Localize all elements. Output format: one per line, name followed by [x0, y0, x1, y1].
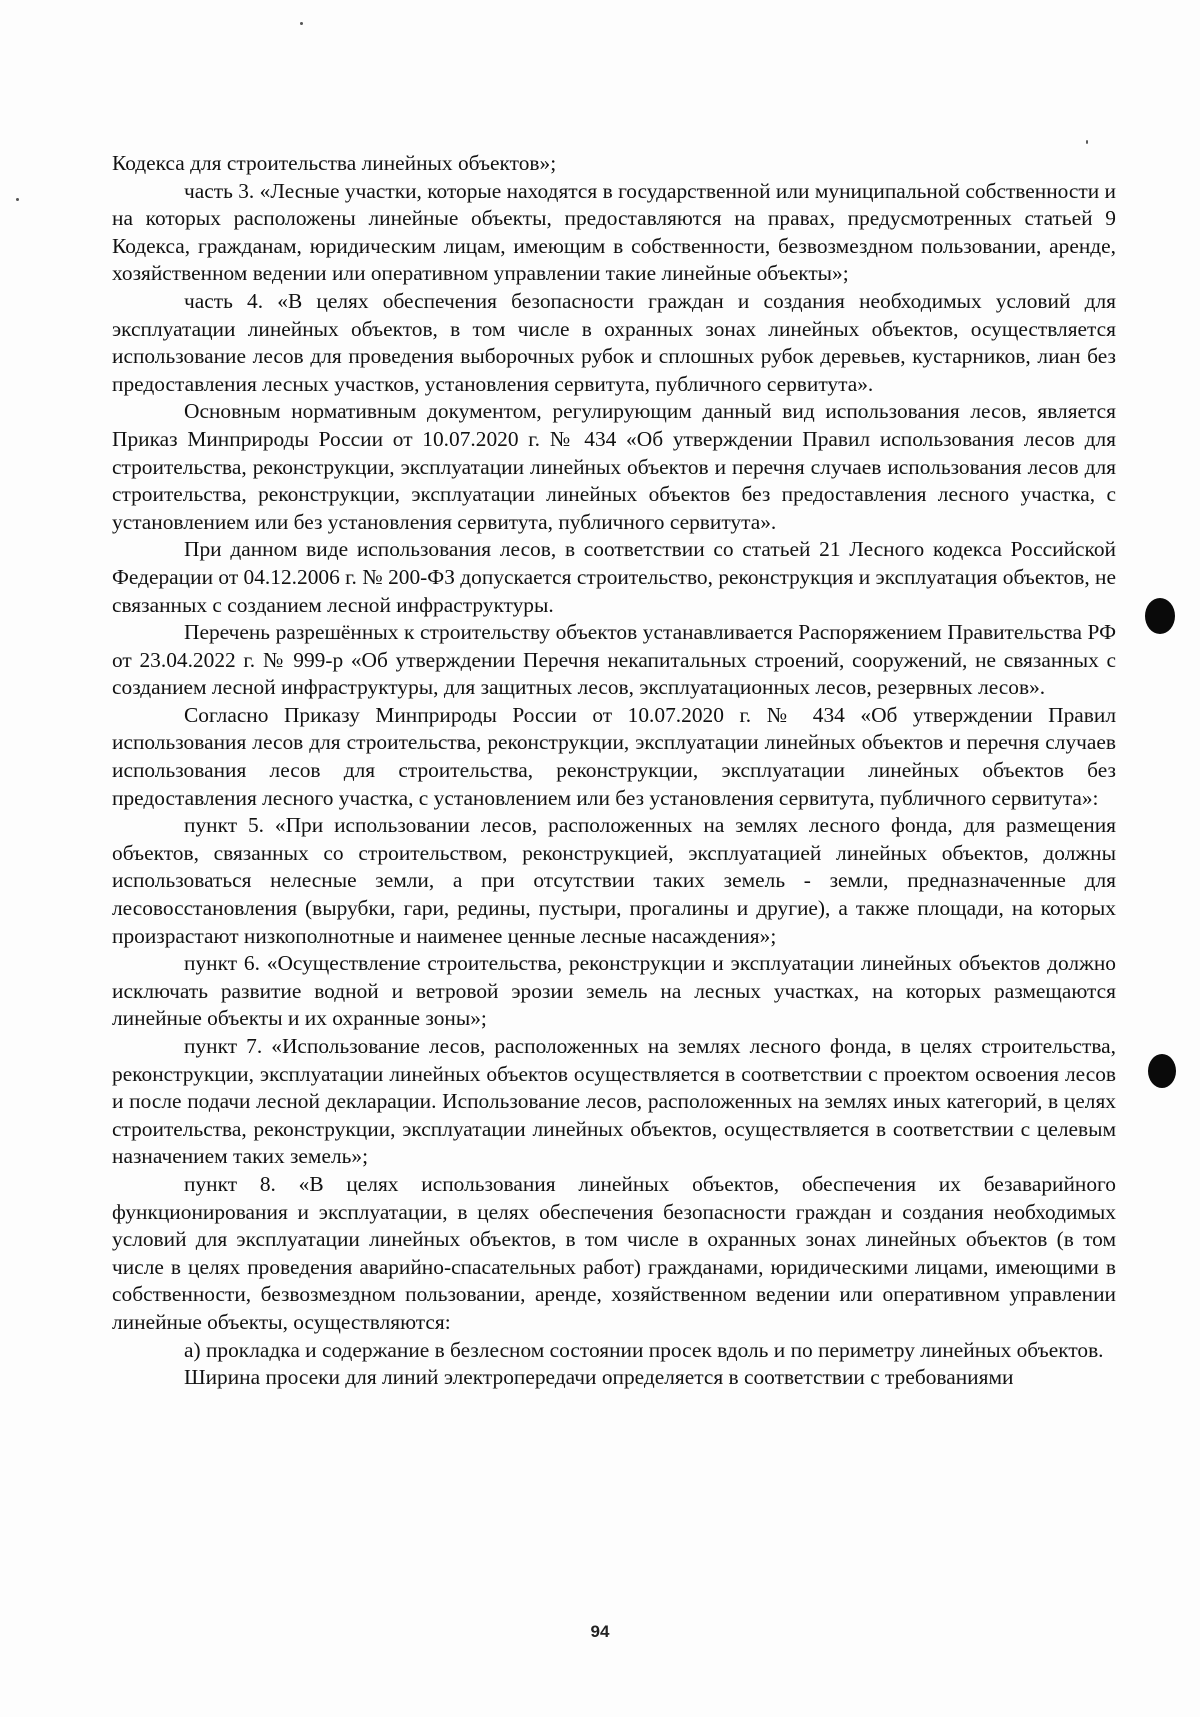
- page-number: 94: [590, 1622, 610, 1641]
- scan-speck: [300, 22, 303, 25]
- paragraph-part-4: часть 4. «В целях обеспечения безопасности граждан и создания необходимых условий для эксплуатации линейных объектов, в том числе в охранных зонах линейных объектов, осуществляется использование лесов для проведения выборочных рубок и сплошных рубок деревьев, кустарников, лиан без предоставления лесных участков, установления сервитута, публичного сервитута».: [112, 288, 1116, 396]
- punch-hole: [1145, 598, 1175, 634]
- paragraph-item-7: пункт 7. «Использование лесов, расположенных на землях лесного фонда, в целях строительства, реконструкции, эксплуатации линейных объектов осуществляется в соответствии с проектом освоения лесов и после подачи лесной декларации. Использование лесов, расположенных на землях иных категорий, в целях строительства, реконструкции, эксплуатации линейных объектов, осуществляется в соответствии с целевым назначением таких земель»;: [112, 1034, 1116, 1169]
- paragraph-subitem-a: а) прокладка и содержание в безлесном состоянии просек вдоль и по периметру линейных объектов.: [184, 1337, 1104, 1362]
- body-text: [112, 150, 1116, 1392]
- paragraph-part-3: часть 3. «Лесные участки, которые находятся в государственной или муниципальной собственности и на которых расположены линейные объекты, предоставляются на правах, предусмотренных статьей 9 Кодекса, гражданам, юридическим лицам, имеющим в собственности, безвозмездном пользовании, аренде, хозяйственном ведении или оперативном управлении такие линейные объекты»;: [112, 178, 1116, 286]
- punch-hole: [1148, 1054, 1176, 1088]
- paragraph-permitted-objects: Перечень разрешённых к строительству объектов устанавливается Распоряжением Правительства РФ от 23.04.2022 г. № 999-р «Об утверждении Перечня некапитальных строений, сооружений, не связанных с созданием лесной инфраструктуры, для защитных лесов, эксплуатационных лесов, резервных лесов».: [112, 620, 1116, 700]
- paragraph-order-434: Согласно Приказу Минприроды России от 10.07.2020 г. № 434 «Об утверждении Правил использования лесов для строительства, реконструкции, эксплуатации линейных объектов и перечня случаев использования лесов для строительства, реконструкции, эксплуатации линейных объектов без предоставления лесного участка, с установлением или без установления сервитута, публичного сервитута»:: [112, 702, 1116, 810]
- paragraph-article-21: При данном виде использования лесов, в соответствии со статьей 21 Лесного кодекса Российской Федерации от 04.12.2006 г. № 200-ФЗ допускается строительство, реконструкция и эксплуатация объектов, не связанных с созданием лесной инфраструктуры.: [112, 537, 1116, 617]
- paragraph-clearing-width: Ширина просеки для линий электропередачи определяется в соответствии с требованиями: [184, 1365, 1014, 1390]
- scan-speck: [16, 198, 19, 201]
- paragraph-continuation: Кодекса для строительства линейных объектов»;: [112, 151, 557, 175]
- paragraph-item-6: пункт 6. «Осуществление строительства, реконструкции и эксплуатации линейных объектов должно исключать развитие водной и ветровой эрозии земель на лесных участках, на которых размещаются линейные объекты и их охранные зоны»;: [112, 951, 1116, 1031]
- paragraph-main-document: Основным нормативным документом, регулирующим данный вид использования лесов, является Приказ Минприроды России от 10.07.2020 г. № 434 «Об утверждении Правил использования лесов для строительства, реконструкции, эксплуатации линейных объектов и перечня случаев использования лесов для строительства, реконструкции, эксплуатации линейных объектов без предоставления лесного участка, с установлением или без установления сервитута, публичного сервитута».: [112, 399, 1116, 534]
- paragraph-item-5: пункт 5. «При использовании лесов, расположенных на землях лесного фонда, для размещения объектов, связанных со строительством, реконструкцией, эксплуатацией линейных объектов, должны использоваться нелесные земли, а при отсутствии таких земель - земли, предназначенные для лесовосстановления (вырубки, гари, редины, пустыри, прогалины и другие), а также площади, на которых произрастают низкополнотные и наименее ценные лесные насаждения»;: [112, 813, 1116, 948]
- paragraph-item-8: пункт 8. «В целях использования линейных объектов, обеспечения их безаварийного функционирования и эксплуатации, в целях обеспечения безопасности граждан и создания необходимых условий для эксплуатации линейных объектов, в том числе в охранных зонах линейных объектов (в том числе в целях проведения аварийно-спасательных работ) гражданами, юридическими лицами, имеющими в собственности, безвозмездном пользовании, аренде, хозяйственном ведении или оперативном управлении линейные объекты, осуществляются:: [112, 1171, 1116, 1334]
- scan-speck: [1086, 140, 1088, 144]
